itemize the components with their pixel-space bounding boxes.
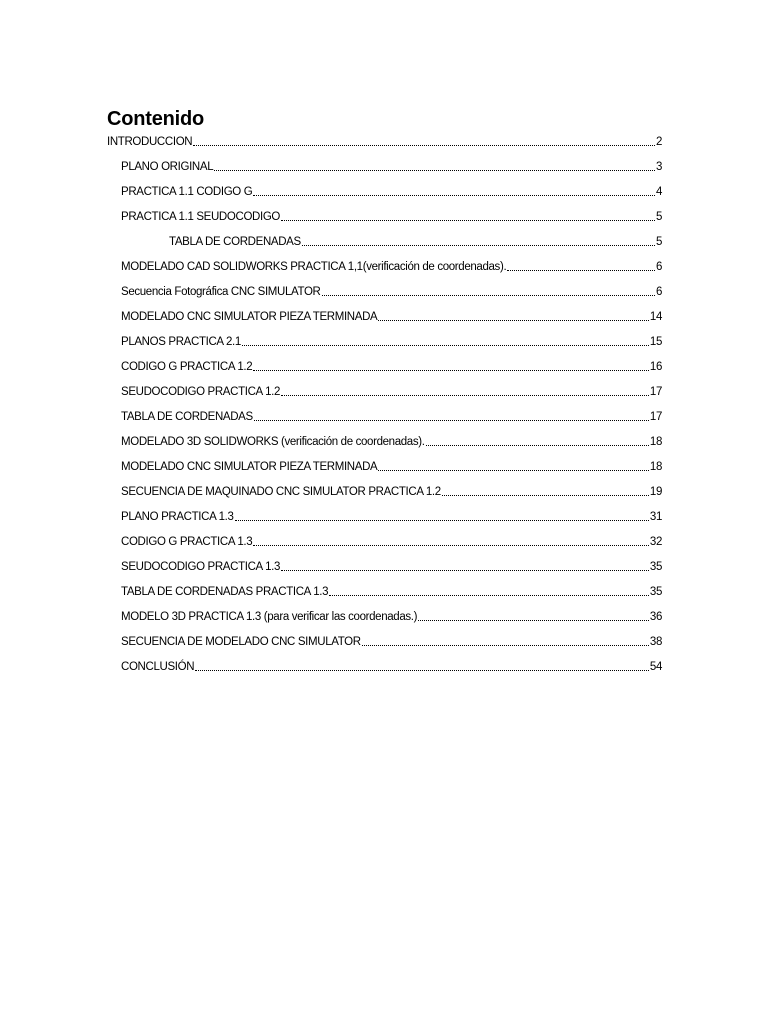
dot-leader bbox=[362, 635, 649, 649]
dot-leader bbox=[242, 335, 649, 349]
toc-entry-page: 19 bbox=[649, 486, 662, 498]
toc-entry-conclusion[interactable] bbox=[121, 654, 662, 674]
dot-leader bbox=[253, 185, 655, 199]
dot-leader bbox=[378, 310, 649, 324]
dot-leader bbox=[254, 410, 649, 424]
toc-entry-plano-practica-1-3[interactable] bbox=[121, 504, 662, 524]
dot-leader bbox=[302, 235, 655, 249]
toc-entry-label: SECUENCIA DE MAQUINADO CNC SIMULATOR PRACTICA 1.2 bbox=[121, 486, 441, 498]
toc-entry-tabla-de-cordenadas-practica-1-3[interactable] bbox=[121, 579, 662, 599]
toc-heading: Contenido bbox=[107, 108, 205, 130]
dot-leader bbox=[442, 485, 649, 499]
toc-entry-label: MODELO 3D PRACTICA 1.3 (para verificar las coordenadas.) bbox=[121, 611, 418, 623]
dot-leader bbox=[281, 385, 649, 399]
dot-leader bbox=[235, 510, 649, 524]
toc-entry-page: 17 bbox=[649, 411, 662, 423]
dot-leader bbox=[378, 460, 649, 474]
toc-entry-tabla-de-cordenadas[interactable] bbox=[169, 229, 662, 249]
toc-entry-practica-1-1-codigo-g[interactable] bbox=[121, 179, 662, 199]
toc-entry-page: 5 bbox=[655, 211, 662, 223]
toc-entry-page: 54 bbox=[649, 661, 662, 673]
toc-entry-label: PRACTICA 1.1 SEUDOCODIGO bbox=[121, 211, 281, 223]
toc-entry-page: 31 bbox=[649, 511, 662, 523]
toc-entry-page: 4 bbox=[655, 186, 662, 198]
dot-leader bbox=[214, 160, 655, 174]
toc-entry-codigo-g-practica-1-3[interactable] bbox=[121, 529, 662, 549]
toc-entry-label: SECUENCIA DE MODELADO CNC SIMULATOR bbox=[121, 636, 361, 648]
toc-entry-page: 36 bbox=[649, 611, 662, 623]
toc-entry-page: 14 bbox=[649, 311, 662, 323]
toc-entry-page: 18 bbox=[649, 436, 662, 448]
toc-entry-seudocodigo-practica-1-2[interactable] bbox=[121, 379, 662, 399]
toc-entry-tabla-de-cordenadas-2[interactable] bbox=[121, 404, 662, 424]
toc-entry-planos-practica-2-1[interactable] bbox=[121, 329, 662, 349]
toc-entry-practica-1-1-seudocodigo[interactable] bbox=[121, 204, 662, 224]
dot-leader bbox=[281, 210, 655, 224]
toc-entry-page: 32 bbox=[649, 536, 662, 548]
toc-entry-page: 38 bbox=[649, 636, 662, 648]
toc-entry-page: 15 bbox=[649, 336, 662, 348]
toc-entry-modelado-3d-solidworks[interactable] bbox=[121, 429, 662, 449]
toc-entry-plano-original[interactable] bbox=[121, 154, 662, 174]
toc-entry-label: SEUDOCODIGO PRACTICA 1.2 bbox=[121, 386, 281, 398]
toc-entry-page: 35 bbox=[649, 561, 662, 573]
toc-entry-secuencia-fotografica[interactable] bbox=[121, 279, 662, 299]
toc-entry-label: PRACTICA 1.1 CODIGO G bbox=[121, 186, 253, 198]
toc-entry-secuencia-de-modelado[interactable] bbox=[121, 629, 662, 649]
toc-entry-page: 16 bbox=[649, 361, 662, 373]
toc-entry-modelado-cnc-pieza-terminada[interactable] bbox=[121, 304, 662, 324]
dot-leader bbox=[329, 585, 649, 599]
dot-leader bbox=[193, 135, 655, 149]
dot-leader bbox=[253, 360, 649, 374]
toc-entry-label: MODELADO 3D SOLIDWORKS (verificación de coordenadas). bbox=[121, 436, 425, 448]
toc-entry-page: 3 bbox=[655, 161, 662, 173]
toc-entry-label: CODIGO G PRACTICA 1.3 bbox=[121, 536, 253, 548]
toc-entry-secuencia-de-maquinado[interactable] bbox=[121, 479, 662, 499]
toc-entry-introduccion[interactable] bbox=[107, 129, 662, 149]
toc-entry-seudocodigo-practica-1-3[interactable] bbox=[121, 554, 662, 574]
toc-entry-label: MODELADO CAD SOLIDWORKS PRACTICA 1,1(verificación de coordenadas). bbox=[121, 261, 507, 273]
toc-entry-page: 2 bbox=[655, 136, 662, 148]
toc-entry-codigo-g-practica-1-2[interactable] bbox=[121, 354, 662, 374]
toc-entry-label: PLANO ORIGINAL bbox=[121, 161, 214, 173]
toc-entry-label: CONCLUSIÓN bbox=[121, 661, 195, 673]
toc-entry-page: 6 bbox=[655, 286, 662, 298]
toc-entry-page: 18 bbox=[649, 461, 662, 473]
dot-leader bbox=[281, 560, 649, 574]
toc-entry-label: Secuencia Fotográfica CNC SIMULATOR bbox=[121, 286, 321, 298]
toc-entry-label: TABLA DE CORDENADAS bbox=[169, 236, 301, 248]
toc-entry-label: MODELADO CNC SIMULATOR PIEZA TERMINADA bbox=[121, 311, 378, 323]
toc-entry-page: 35 bbox=[649, 586, 662, 598]
toc-entry-page: 17 bbox=[649, 386, 662, 398]
toc-entry-modelo-3d-practica-1-3[interactable] bbox=[121, 604, 662, 624]
dot-leader bbox=[322, 285, 655, 299]
toc-entry-label: SEUDOCODIGO PRACTICA 1.3 bbox=[121, 561, 281, 573]
toc-entry-label: PLANO PRACTICA 1.3 bbox=[121, 511, 234, 523]
dot-leader bbox=[426, 435, 649, 449]
toc-entry-page: 6 bbox=[655, 261, 662, 273]
toc-entry-modelado-cad-solidworks[interactable] bbox=[121, 254, 662, 274]
toc-entry-label: TABLA DE CORDENADAS bbox=[121, 411, 253, 423]
toc-entry-page: 5 bbox=[655, 236, 662, 248]
toc-entry-label: MODELADO CNC SIMULATOR PIEZA TERMINADA bbox=[121, 461, 378, 473]
dot-leader bbox=[507, 260, 655, 274]
toc-entry-modelado-cnc-pieza-terminada-2[interactable] bbox=[121, 454, 662, 474]
toc-entry-label: INTRODUCCION bbox=[107, 136, 193, 148]
dot-leader bbox=[418, 610, 649, 624]
toc-entry-label: CODIGO G PRACTICA 1.2 bbox=[121, 361, 253, 373]
toc-entry-label: PLANOS PRACTICA 2.1 bbox=[121, 336, 241, 348]
toc-entry-label: TABLA DE CORDENADAS PRACTICA 1.3 bbox=[121, 586, 329, 598]
dot-leader bbox=[195, 660, 649, 674]
dot-leader bbox=[253, 535, 649, 549]
